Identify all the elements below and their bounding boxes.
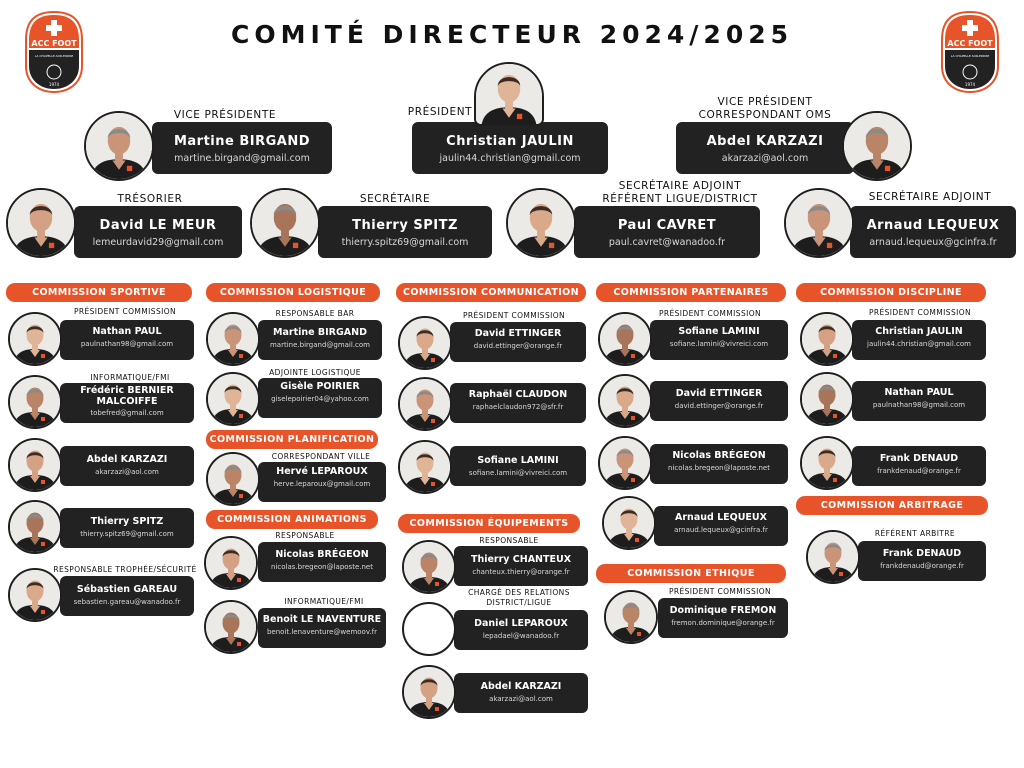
commission-header: COMMISSION PLANIFICATION [206,430,378,449]
member-photo [604,590,658,644]
member-name: David ETTINGER [675,388,763,399]
member-email: akarzazi@aol.com [721,153,809,164]
member-card [676,122,854,174]
role-label: INFORMATIQUE/FMI [90,373,170,382]
member-name: Sofiane LAMINI [477,455,559,466]
member-name: Abdel KARZAZI [706,134,824,149]
member-card [258,320,382,360]
member-photo [206,452,260,506]
member-email: sofiane.lamini@vivreici.com [468,469,568,477]
member-card [318,206,492,258]
commission-header: COMMISSION ETHIQUE [596,564,786,583]
member-photo [250,188,320,258]
svg-text:LA CHAPELLE-SUR-ERDRE: LA CHAPELLE-SUR-ERDRE [34,54,74,58]
member-card [258,542,386,582]
member-card [60,508,194,548]
role-label: PRÉSIDENT COMMISSION [668,587,772,596]
member-photo [602,496,656,550]
member-email: nicolas.bregeon@laposte.net [271,563,373,571]
member-photo [204,600,258,654]
member-name: Nathan PAUL [92,326,162,337]
member-card [258,608,386,648]
member-email: jaulin44.christian@gmail.com [867,340,971,348]
page-title: COMITÉ DIRECTEUR 2024/2025 [230,20,794,49]
member-card [412,122,608,174]
member-email: arnaud.lequeux@gcinfra.fr [869,237,997,248]
member-name: Raphaël CLAUDON [468,389,568,400]
member-email: arnaud.lequeux@gcinfra.fr [674,526,768,534]
member-name: Thierry CHANTEUX [470,554,572,565]
role-label: PRÉSIDENT COMMISSION [73,307,177,316]
role-label: TRÉSORIER [117,193,183,205]
member-email: thierry.spitz69@gmail.com [341,237,469,248]
commission-header: COMMISSION DISCIPLINE [796,283,986,302]
member-name: Abdel KARZAZI [480,681,562,692]
member-card [454,673,588,713]
member-email: chanteux.thierry@orange.fr [472,568,570,576]
member-photo [204,536,258,590]
role-label: ADJOINTE LOGISTIQUE [269,368,361,377]
commission-header: COMMISSION SPORTIVE [6,283,192,302]
member-name: David LE MEUR [99,218,217,233]
logo-text: ACC FOOT [31,39,77,48]
member-photo [398,377,452,431]
member-photo [806,530,860,584]
role-label: PRÉSIDENT [407,106,473,118]
role-label: RESPONSABLE BAR [275,309,355,318]
role-label: SECRÉTAIRE ADJOINT [868,191,992,203]
role-label: CHARGÉ DES RELATIONS DISTRICT/LIGUE [468,588,570,607]
commission-header: COMMISSION ANIMATIONS [206,510,378,529]
member-photo [8,568,62,622]
member-email: tobefred@gmail.com [90,409,164,417]
member-card [852,446,986,486]
member-photo [842,111,912,181]
member-photo [8,375,62,429]
member-card [450,446,586,486]
member-name: Martine BIRGAND [273,327,367,338]
member-photo [800,436,854,490]
member-card [650,444,788,484]
role-label: PRÉSIDENT COMMISSION [868,308,972,317]
member-card [454,610,588,650]
member-name: Arnaud LEQUEUX [866,218,1000,233]
member-card [450,383,586,423]
member-photo [800,312,854,366]
svg-text:LA CHAPELLE-SUR-ERDRE: LA CHAPELLE-SUR-ERDRE [950,54,990,58]
member-card [852,320,986,360]
member-card [60,576,194,616]
member-email: sebastien.gareau@wanadoo.fr [73,598,181,606]
member-card [258,462,386,502]
member-photo [8,438,62,492]
member-card [852,381,986,421]
member-name: Nicolas BRÉGEON [275,549,369,560]
member-card [858,541,986,581]
role-label: RESPONSABLE TROPHÉE/SÉCURITÉ [53,565,197,574]
member-card [454,546,588,586]
member-photo [206,312,260,366]
member-name: Nicolas BRÉGEON [672,450,766,461]
member-email: fremon.dominique@orange.fr [671,619,775,627]
member-name: Paul CAVRET [617,218,717,233]
member-photo [598,374,652,428]
role-label: SECRÉTAIRE ADJOINT RÉFÉRENT LIGUE/DISTRICT [602,180,758,205]
member-card [60,383,194,423]
svg-text:1974: 1974 [964,82,976,87]
member-name: Dominique FREMON [669,605,777,616]
member-photo [206,372,260,426]
member-card [654,506,788,546]
member-email: paul.cavret@wanadoo.fr [608,237,726,248]
member-card [258,378,382,418]
member-name: Arnaud LEQUEUX [675,512,767,523]
member-photo [398,316,452,370]
member-photo [8,312,62,366]
member-name: Frank DENAUD [882,548,962,559]
member-photo [784,188,854,258]
member-photo [84,111,154,181]
member-card [650,381,788,421]
member-email: herve.leparoux@gmail.com [273,480,371,488]
member-name: Martine BIRGAND [173,134,311,149]
member-name: Christian JAULIN [875,326,963,337]
role-label: RESPONSABLE [275,531,335,540]
member-name: Sébastien GAREAU [76,584,178,595]
member-email: paulnathan98@gmail.com [872,401,966,409]
member-card [574,206,760,258]
role-label: CORRESPONDANT VILLE [271,452,371,461]
member-email: david.ettinger@orange.fr [473,342,563,350]
member-name: Frank DENAUD [879,453,959,464]
member-card [60,446,194,486]
member-card [450,322,586,362]
member-name: Benoit LE NAVENTURE [262,614,382,625]
member-email: paulnathan98@gmail.com [80,340,174,348]
member-email: martine.birgand@gmail.com [174,153,310,164]
member-email: benoit.lenaventure@wemoov.fr [266,628,378,636]
member-name: Thierry SPITZ [352,218,458,233]
member-email: lemeurdavid29@gmail.com [92,237,224,248]
member-photo [800,372,854,426]
member-card [850,206,1016,258]
commission-header: COMMISSION COMMUNICATION [396,283,586,302]
member-photo [474,62,544,126]
role-label: VICE PRÉSIDENTE [173,109,277,121]
member-name: David ETTINGER [474,328,562,339]
member-photo [8,500,62,554]
member-photo [402,665,456,719]
member-card [650,320,788,360]
commission-header: COMMISSION PARTENAIRES [596,283,786,302]
member-name: Daniel LEPAROUX [474,618,568,629]
member-email: david.ettinger@orange.fr [674,402,764,410]
member-card [60,320,194,360]
member-email: sofiane.lamini@vivreici.com [669,340,769,348]
member-card [658,598,788,638]
member-photo [506,188,576,258]
member-email: akarzazi@aol.com [95,468,159,476]
member-name: Christian JAULIN [446,134,574,149]
member-name: Abdel KARZAZI [86,454,168,465]
member-photo [598,312,652,366]
member-email: akarzazi@aol.com [489,695,553,703]
role-label: SECRÉTAIRE [359,193,431,205]
member-name: Hervé LEPAROUX [276,466,368,477]
member-email: martine.birgand@gmail.com [269,341,371,349]
member-photo [6,188,76,258]
member-photo [402,540,456,594]
commission-header: COMMISSION ÉQUIPEMENTS [398,514,580,533]
member-name: Sofiane LAMINI [678,326,760,337]
member-email: frankdenaud@orange.fr [880,562,964,570]
role-label: RESPONSABLE [479,536,539,545]
member-email: nicolas.bregeon@laposte.net [668,464,770,472]
member-name: Frédéric BERNIER MALCOIFFE [80,385,174,407]
role-label: VICE PRÉSIDENT CORRESPONDANT OMS [698,96,832,121]
member-name: Thierry SPITZ [90,516,164,527]
member-name: Gisèle POIRIER [280,381,360,392]
commission-header: COMMISSION ARBITRAGE [796,496,988,515]
member-photo [598,436,652,490]
role-label: INFORMATIQUE/FMI [284,597,364,606]
role-label: PRÉSIDENT COMMISSION [658,309,762,318]
member-email: raphaelclaudon972@sfr.fr [472,403,564,411]
svg-text:1974: 1974 [48,82,60,87]
member-card [152,122,332,174]
role-label: RÉFÉRENT ARBITRE [874,529,956,538]
role-label: PRÉSIDENT COMMISSION [462,311,566,320]
member-photo [398,440,452,494]
member-email: frankdenaud@orange.fr [877,467,961,475]
member-card [74,206,242,258]
member-email: giselepoirier04@yahoo.com [271,395,369,403]
member-name: Nathan PAUL [884,387,954,398]
member-photo-placeholder [402,602,456,656]
member-email: thierry.spitz69@gmail.com [80,530,174,538]
svg-text:ACC FOOT: ACC FOOT [947,39,993,48]
member-email: jaulin44.christian@gmail.com [439,153,581,164]
commission-header: COMMISSION LOGISTIQUE [206,283,380,302]
member-email: lepadael@wanadoo.fr [482,632,560,640]
